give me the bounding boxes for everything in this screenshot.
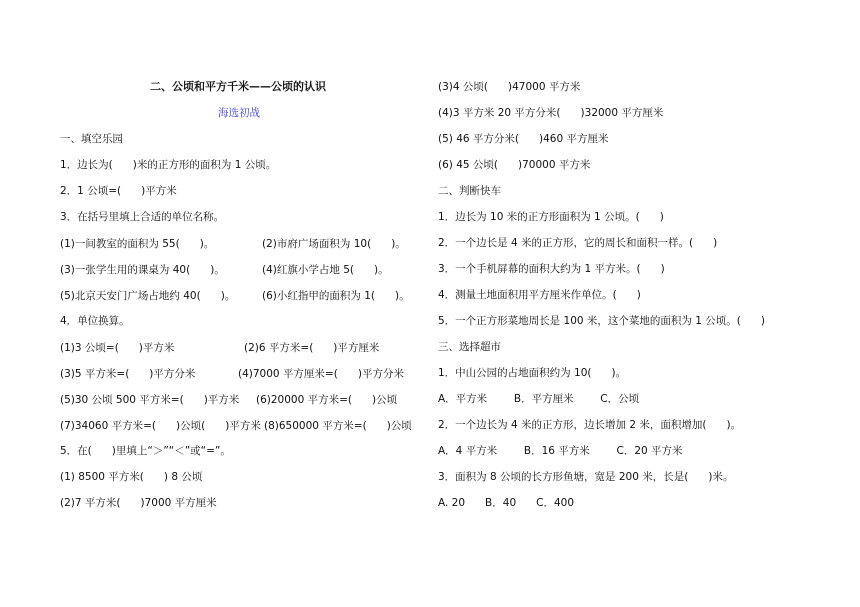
worksheet-subtitle: 海选初战 — [218, 107, 260, 119]
choice-3: 3．面积为 8 公顷的长方形鱼塘，宽是 200 米，长是( )米。 — [438, 471, 734, 483]
judge-3: 3．一个手机屏幕的面积大约为 1 平方米。( ) — [438, 263, 665, 275]
question-3-item-4: (4)红旗小学占地 5( )。 — [262, 264, 389, 276]
worksheet-title: 二、公顷和平方千米——公顷的认识 — [150, 80, 326, 93]
question-3-item-6: (6)小红指甲的面积为 1( )。 — [262, 290, 410, 302]
question-4-item-3: (3)5 平方米=( )平方分米 — [60, 368, 196, 380]
choice-2-options: A．4 平方米 B．16 平方米 C．20 平方米 — [438, 445, 683, 457]
question-5-item-6: (6) 45 公顷( )70000 平方米 — [438, 159, 591, 171]
question-4-item-7: (7)34060 平方米=( )公顷( )平方米 — [60, 420, 261, 432]
question-5-item-1: (1) 8500 平方米( ) 8 公顷 — [60, 471, 203, 483]
section-heading-fill-blank: 一、填空乐园 — [60, 133, 123, 145]
choice-1: 1．中山公园的占地面积约为 10( )。 — [438, 367, 627, 379]
choice-1-options: A．平方米 B．平方厘米 C．公顷 — [438, 393, 640, 405]
question-5: 5．在( )里填上“＞”“＜”或“=”。 — [60, 445, 231, 457]
question-4: 4．单位换算。 — [60, 315, 130, 327]
question-5-item-4: (4)3 平方米 20 平方分米( )32000 平方厘米 — [438, 107, 664, 119]
judge-2: 2．一个边长是 4 米的正方形，它的周长和面积一样。( ) — [438, 237, 718, 249]
question-3-item-1: (1)一间教室的面积为 55( )。 — [60, 238, 215, 250]
question-4-item-4: (4)7000 平方厘米=( )平方分米 — [238, 368, 404, 380]
judge-5: 5．一个正方形菜地周长是 100 米，这个菜地的面积为 1 公顷。( ) — [438, 315, 765, 327]
question-3-item-5: (5)北京天安门广场占地约 40( )。 — [60, 290, 236, 302]
question-4-item-2: (2)6 平方米=( )平方厘米 — [244, 342, 380, 354]
question-1: 1．边长为( )米的正方形的面积为 1 公顷。 — [60, 159, 277, 171]
choice-2: 2．一个边长为 4 米的正方形，边长增加 2 米，面积增加( )。 — [438, 419, 742, 431]
question-5-item-3: (3)4 公顷( )47000 平方米 — [438, 81, 581, 93]
section-heading-multiple-choice: 三、选择超市 — [438, 341, 501, 353]
question-3-item-3: (3)一张学生用的课桌为 40( )。 — [60, 264, 225, 276]
judge-1: 1．边长为 10 米的正方形面积为 1 公顷。( ) — [438, 211, 664, 223]
judge-4: 4．测量土地面积用平方厘米作单位。( ) — [438, 289, 641, 301]
section-heading-true-false: 二、判断快车 — [438, 185, 501, 197]
question-2: 2．1 公顷=( )平方米 — [60, 185, 177, 197]
question-3: 3．在括号里填上合适的单位名称。 — [60, 211, 225, 223]
question-4-item-5: (5)30 公顷 500 平方米=( )平方米 — [60, 394, 240, 406]
choice-3-options: A. 20 B．40 C．400 — [438, 497, 575, 509]
question-5-item-5: (5) 46 平方分米( )460 平方厘米 — [438, 133, 609, 145]
question-4-item-6: (6)20000 平方米=( )公顷 — [256, 394, 398, 406]
question-4-item-1: (1)3 公顷=( )平方米 — [60, 342, 175, 354]
question-5-item-2: (2)7 平方米( )7000 平方厘米 — [60, 497, 217, 509]
question-3-item-2: (2)市府广场面积为 10( )。 — [262, 238, 406, 250]
question-4-item-8: (8)650000 平方米=( )公顷 — [264, 420, 412, 432]
